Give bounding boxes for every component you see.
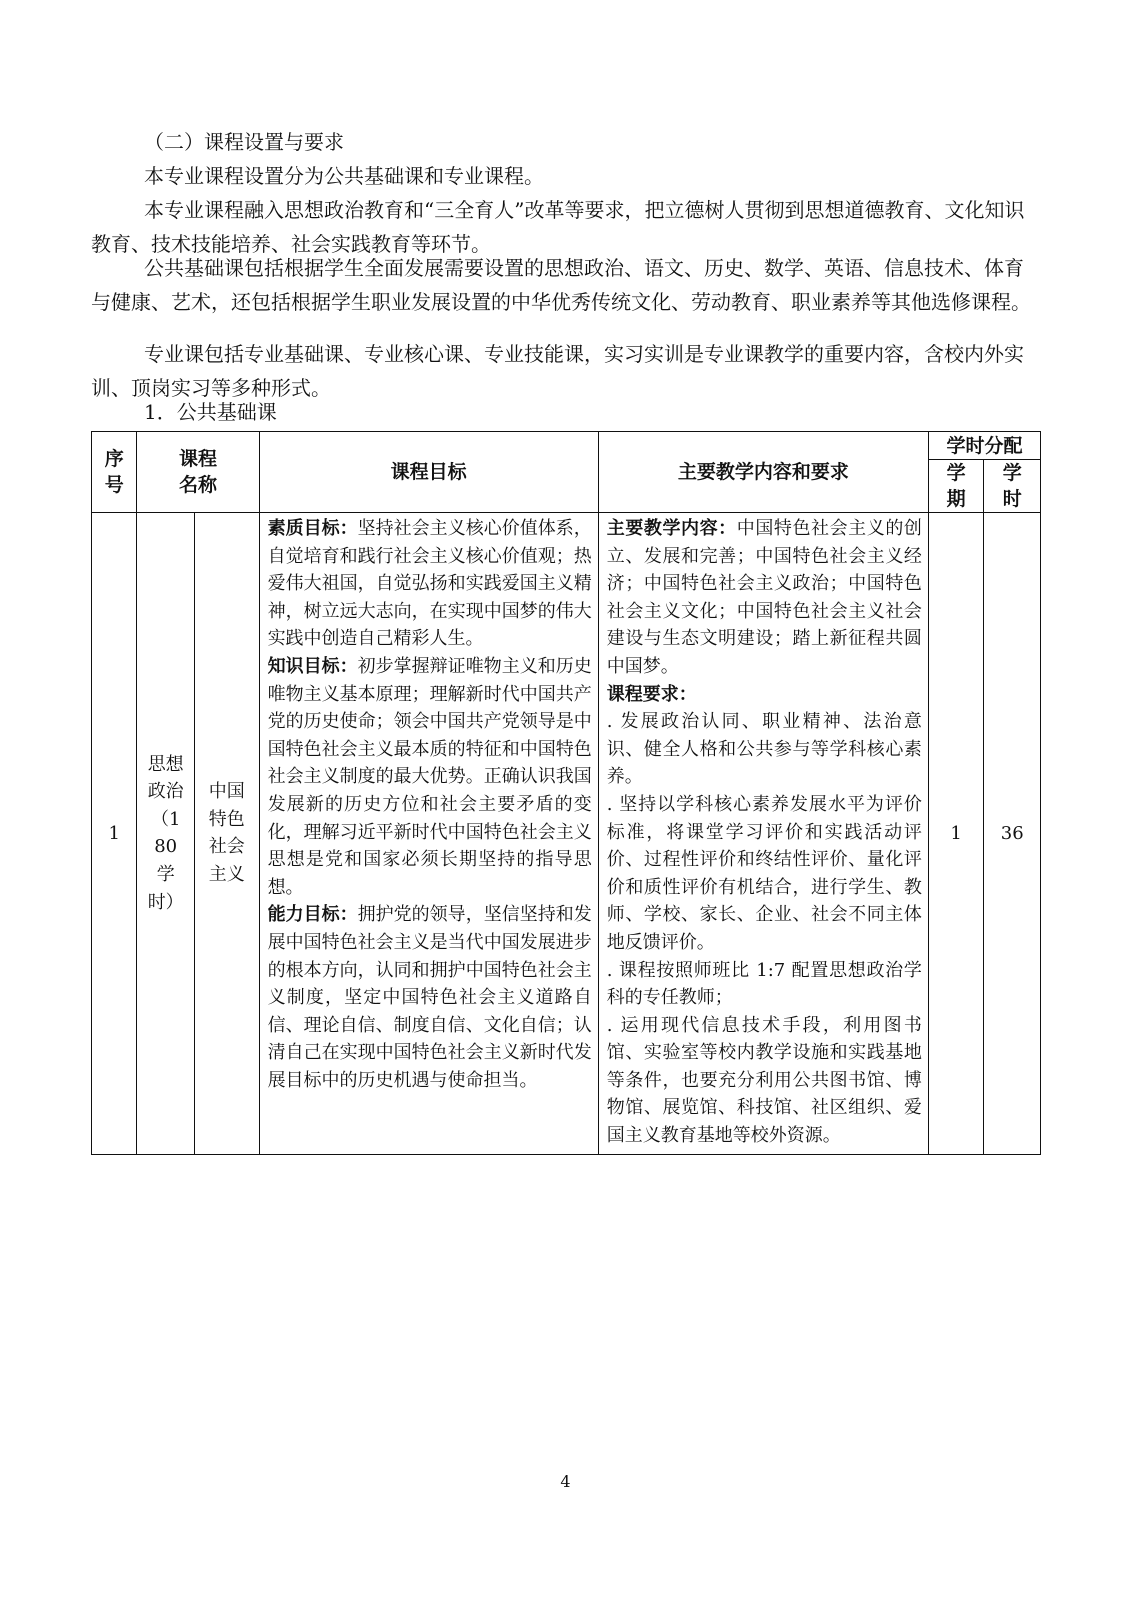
goal-quality: 素质目标：坚持社会主义核心价值体系，自觉培育和践行社会主义核心价值观；热爱伟大祖国，自觉弘扬和实践爱国主义精神，树立远大志向，在实现中国梦的伟大实践中创造自己精彩人生。: [267, 518, 592, 650]
requirements-label: 课程要求：: [606, 683, 697, 705]
paragraph: 本专业课程设置分为公共基础课和专业课程。: [144, 164, 544, 188]
header-course-name: 课程名称: [137, 432, 259, 513]
requirement-item: . 课程按照师班比 1:7 配置思想政治学科的专任教师；: [606, 959, 922, 1009]
goal-knowledge: 知识目标：初步掌握辩证唯物主义和历史唯物主义基本原理；理解新时代中国共产党的历史使命；领会中国共产党领导是中国特色社会主义最本质的特征和中国特色社会主义制度的最大优势。正确认识我国发展新的历史方位和社会主要矛盾的变化，理解习近平新时代中国特色社会主义思想是党和国家必须长期坚持的指导思想。: [267, 655, 592, 898]
subheading: 1．公共基础课: [144, 400, 277, 424]
cell-term: 1: [928, 513, 984, 1155]
requirement-item: . 发展政治认同、职业精神、法治意识、健全人格和公共参与等学科核心素养。: [606, 711, 922, 788]
page-number: 4: [560, 1472, 571, 1491]
section-heading: （二）课程设置与要求: [144, 130, 344, 154]
header-term: 学期: [928, 460, 984, 513]
cell-course: 中国特色社会主义: [194, 513, 259, 1155]
header-seq: 序号: [92, 432, 137, 513]
content-main: 主要教学内容：中国特色社会主义的创立、发展和完善；中国特色社会主义经济；中国特色社会主义政治；中国特色社会主义文化；中国特色社会主义社会建设与生态文明建设；踏上新征程共圆中国梦。: [606, 518, 922, 677]
header-hours: 学时: [984, 460, 1041, 513]
requirement-item: . 运用现代信息技术手段，利用图书馆、实验室等校内教学设施和实践基地等条件，也要充分利用公共图书馆、博物馆、展览馆、科技馆、社区组织、爱国主义教育基地等校外资源。: [606, 1014, 922, 1147]
cell-seq: 1: [92, 513, 137, 1155]
header-content: 主要教学内容和要求: [598, 432, 928, 513]
cell-category: 思想政治（180学时）: [137, 513, 195, 1155]
header-goal: 课程目标: [259, 432, 598, 513]
cell-hours: 36: [984, 513, 1041, 1155]
requirement-item: . 坚持以学科核心素养发展水平为评价标准，将课堂学习评价和实践活动评价、过程性评价和终结性评价、量化评价和质性评价有机结合，进行学生、教师、学校、家长、企业、社会不同主体地反馈评价。: [606, 793, 922, 953]
course-table: [91, 431, 1041, 1155]
table-row: [92, 513, 1041, 1155]
cell-main-content: [598, 513, 928, 1155]
paragraph: 本专业课程融入思想政治教育和“三全育人”改革等要求，把立德树人贯彻到思想道德教育、文化知识教育、技术技能培养、社会实践教育等环节。: [91, 198, 1025, 256]
header-hours-group: 学时分配: [928, 432, 1040, 460]
goal-ability: 能力目标：拥护党的领导，坚信坚持和发展中国特色社会主义是当代中国发展进步的根本方向，认同和拥护中国特色社会主义制度，坚定中国特色社会主义道路自信、理论自信、制度自信、文化自信；认清自己在实现中国特色社会主义新时代发展目标中的历史机遇与使命担当。: [267, 904, 592, 1091]
paragraph: 公共基础课包括根据学生全面发展需要设置的思想政治、语文、历史、数学、英语、信息技术、体育与健康、艺术，还包括根据学生职业发展设置的中华优秀传统文化、劳动教育、职业素养等其他选修课程。: [91, 256, 1031, 314]
cell-course-goal: [259, 513, 598, 1155]
paragraph: 专业课包括专业基础课、专业核心课、专业技能课，实习实训是专业课教学的重要内容，含校内外实训、顶岗实习等多种形式。: [91, 342, 1024, 400]
